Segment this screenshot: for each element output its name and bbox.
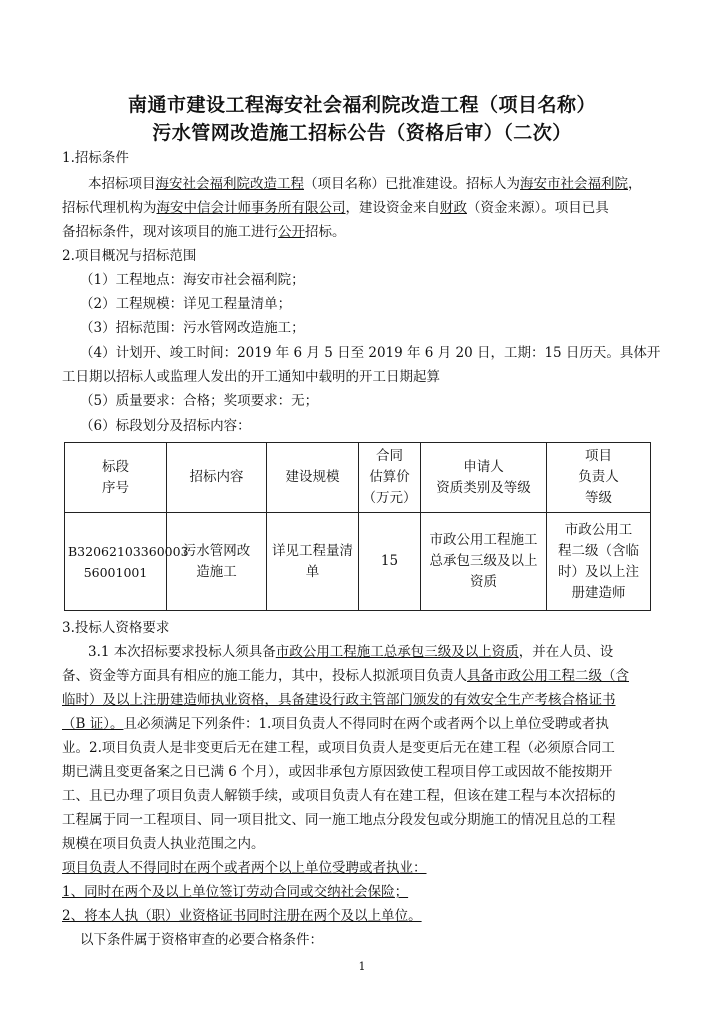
section3-line2: 备、资金等方面具有相应的施工能力，其中，投标人拟派项目负责人具备市政公用工程二级（含 bbox=[62, 668, 629, 684]
section3-line12: 2、将本人执（职）业资格证书同时注册在两个及以上单位。 bbox=[62, 908, 422, 924]
section2-item5: （5）质量要求：合格；奖项要求：无； bbox=[80, 393, 319, 409]
section3-line8: 工程属于同一工程项目、同一项目批文、同一施工地点分段发包或分期施工的情况且总的工程 bbox=[62, 812, 616, 828]
cell-section-code: B32062103360003 56001001 bbox=[65, 513, 167, 611]
section2-item2: （2）工程规模：详见工程量清单； bbox=[80, 296, 292, 312]
table-header-row bbox=[65, 443, 651, 513]
table-row bbox=[65, 513, 651, 611]
section2-item4-a: （4）计划开、竣工时间：2019 年 6 月 5 日至 2019 年 6 月 20 日，工期：15 日历天。具体开 bbox=[80, 345, 661, 361]
header-manager: 项目 负责人 等级 bbox=[547, 443, 651, 513]
cell-manager: 市政公用工 程二级（含临 时）及以上注 册建造师 bbox=[547, 513, 651, 611]
header-qualification: 申请人 资质类别及等级 bbox=[421, 443, 547, 513]
header-scale: 建设规模 bbox=[267, 443, 359, 513]
required-qualification: 市政公用工程施工总承包三级及以上资质 bbox=[275, 644, 519, 660]
bid-mode: 公开 bbox=[278, 224, 305, 240]
project-name: 海安社会福利院改造工程 bbox=[155, 176, 304, 192]
section3-line11: 1、同时在两个及以上单位签订劳动合同或交纳社会保险； bbox=[62, 884, 409, 900]
cell-price: 15 bbox=[359, 513, 421, 611]
header-content: 招标内容 bbox=[167, 443, 267, 513]
section1-heading: 1.招标条件 bbox=[62, 150, 129, 166]
section3-line6: 期已满且变更备案之日已满 6 个月），或因非承包方原因致使工程项目停工或因故不能按期开 bbox=[62, 764, 613, 780]
bid-sections-table bbox=[64, 442, 651, 611]
section3-line4: （B 证）。且必须满足下列条件：1.项目负责人不得同时在两个或者两个以上单位受聘或者执 bbox=[62, 716, 609, 732]
page-number: 1 bbox=[358, 960, 366, 973]
section1-para-line1: 本招标项目海安社会福利院改造工程（项目名称）已批准建设。招标人为海安市社会福利院， bbox=[88, 176, 642, 192]
section2-item4-b: 工日期以招标人或监理人发出的开工通知中载明的开工日期起算 bbox=[62, 369, 440, 385]
section3-line9: 规模在项目负责人执业范围之内。 bbox=[62, 836, 265, 852]
section3-heading: 3.投标人资格要求 bbox=[62, 620, 170, 636]
doc-title-line1: 南通市建设工程海安社会福利院改造工程（项目名称） bbox=[127, 94, 596, 116]
tenderer-name: 海安市社会福利院 bbox=[520, 176, 628, 192]
cell-qualification: 市政公用工程施工 总承包三级及以上 资质 bbox=[421, 513, 547, 611]
fund-source: 财政 bbox=[440, 200, 467, 216]
section2-item3: （3）招标范围：污水管网改造施工； bbox=[80, 320, 305, 336]
section2-item1: （1）工程地点：海安市社会福利院； bbox=[80, 272, 305, 288]
section3-line5: 业。2.项目负责人是非变更后无在建工程，或项目负责人是变更后无在建工程（必须原合同工 bbox=[62, 740, 615, 756]
section3-line13: 以下条件属于资格审查的必要合格条件： bbox=[80, 932, 323, 948]
header-price: 合同 估算价 （万元） bbox=[359, 443, 421, 513]
section1-para-line2: 招标代理机构为海安中信会计师事务所有限公司，建设资金来自财政（资金来源）。项目已具 bbox=[62, 200, 609, 216]
cell-content: 污水管网改 造施工 bbox=[167, 513, 267, 611]
section2-item6: （6）标段划分及招标内容： bbox=[80, 418, 251, 434]
header-section-no: 标段 序号 bbox=[65, 443, 167, 513]
section3-line10: 项目负责人不得同时在两个或者两个以上单位受聘或者执业： bbox=[62, 860, 427, 876]
doc-title-line2: 污水管网改造施工招标公告（资格后审）（二次） bbox=[152, 122, 572, 144]
agent-name: 海安中信会计师事务所有限公司 bbox=[156, 200, 346, 216]
section1-para-line3: 备招标条件，现对该项目的施工进行公开招标。 bbox=[62, 224, 346, 240]
section3-line1: 3.1 本次招标要求投标人须具备市政公用工程施工总承包三级及以上资质，并在人员、设 bbox=[88, 644, 614, 660]
section3-line3: 临时）及以上注册建造师执业资格，具备建设行政主管部门颁发的有效安全生产考核合格证书 bbox=[62, 692, 616, 708]
section3-line7: 工、且已办理了项目负责人解锁手续，或项目负责人有在建工程，但该在建工程与本次招标的 bbox=[62, 788, 616, 804]
section2-heading: 2.项目概况与招标范围 bbox=[62, 248, 197, 264]
cell-scale: 详见工程量清 单 bbox=[267, 513, 359, 611]
